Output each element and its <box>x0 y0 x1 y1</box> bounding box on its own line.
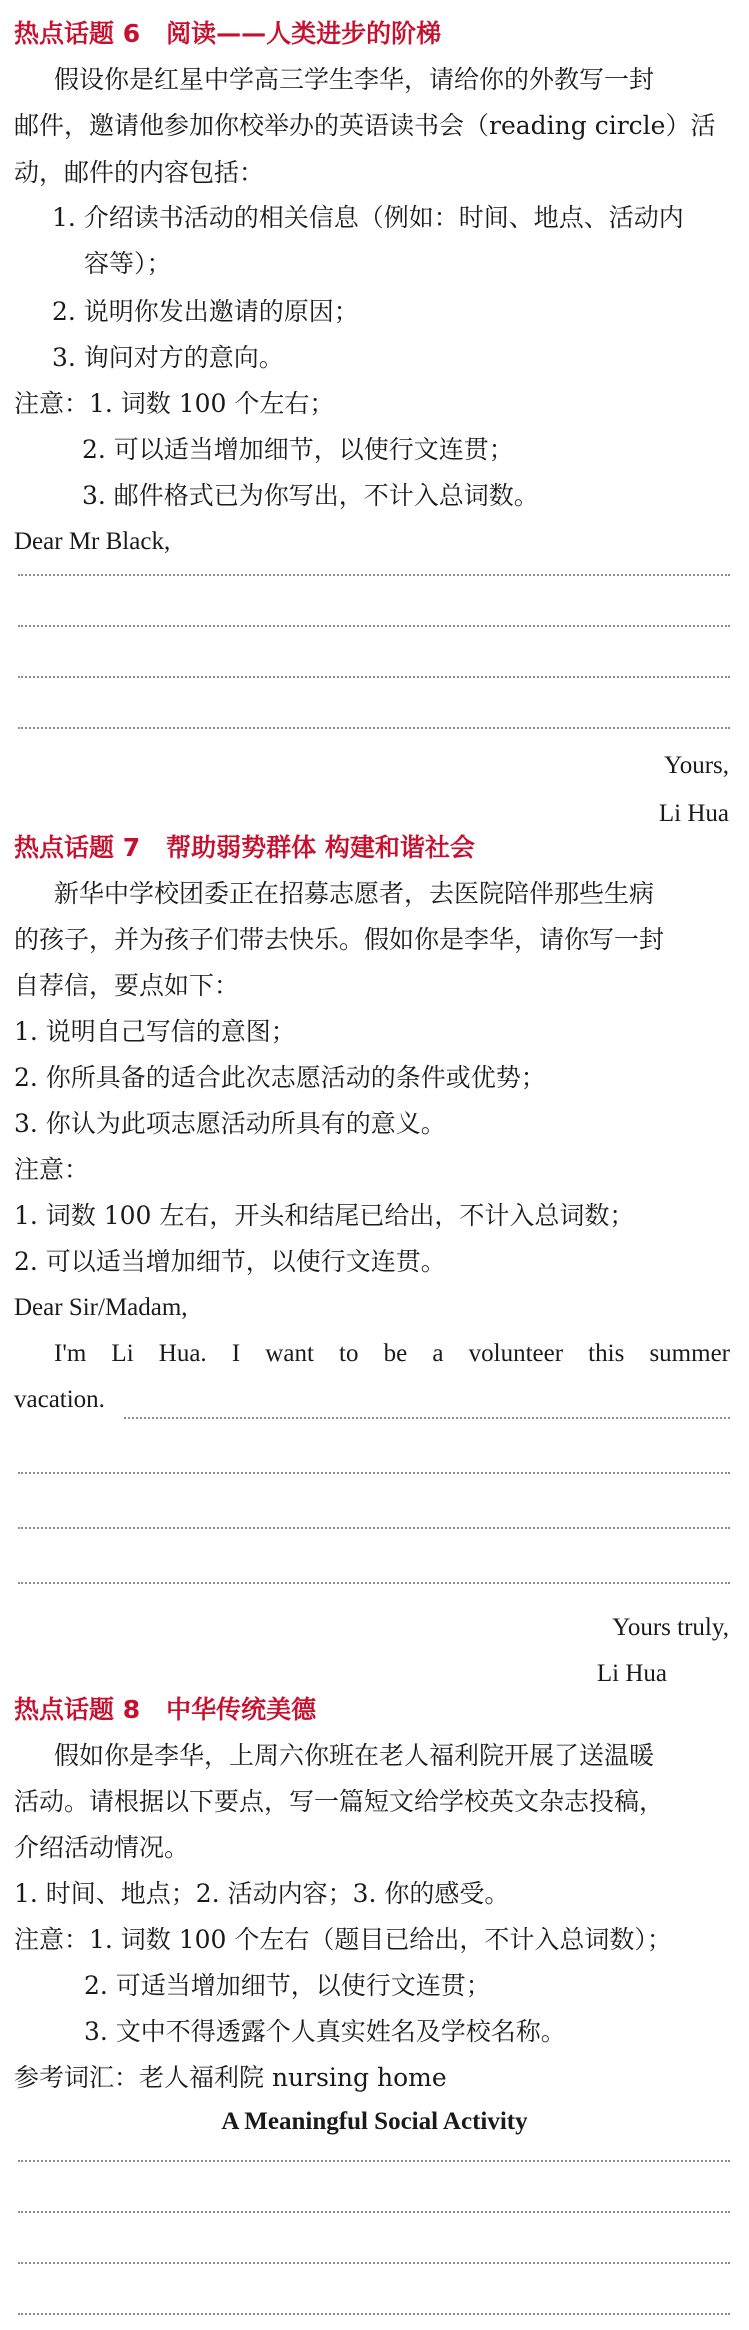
answer-line <box>18 1582 730 1584</box>
topic6-note2: 2. 可以适当增加细节，以使行文连贯； <box>82 435 514 464</box>
answer-line <box>18 2160 730 2162</box>
topic7-point2: 2. 你所具备的适合此次志愿活动的条件或优势； <box>14 1063 546 1092</box>
topic8-note1: 注意：1. 词数 100 个左右（题目已给出，不计入总词数）； <box>14 1925 672 1954</box>
topic6-number: 热点话题 6 <box>14 19 141 48</box>
topic7-note-label: 注意： <box>14 1155 90 1184</box>
topic8-vocab: 参考词汇：老人福利院 nursing home <box>14 2063 447 2092</box>
answer-line <box>18 2262 730 2264</box>
topic8-intro-line2: 活动。请根据以下要点，写一篇短文给学校英文杂志投稿， <box>14 1787 665 1816</box>
topic6-salutation: Dear Mr Black, <box>14 528 171 555</box>
topic7-intro-line1: 新华中学校团委正在招募志愿者，去医院陪伴那些生病 <box>54 879 655 908</box>
topic6-note3: 3. 邮件格式已为你写出，不计入总词数。 <box>82 481 539 510</box>
answer-line <box>18 2313 730 2315</box>
topic6-point1-line2: 容等）； <box>84 249 172 278</box>
topic6-point3: 3. 询问对方的意向。 <box>52 343 284 372</box>
topic7-title: 帮助弱势群体 构建和谐社会 <box>166 833 475 862</box>
answer-line <box>18 625 730 627</box>
topic7-closing: Yours truly, <box>612 1614 729 1641</box>
topic6-closing: Yours, <box>664 752 729 779</box>
topic8-essay-title: A Meaningful Social Activity <box>221 2108 528 2135</box>
topic7-signature: Li Hua <box>596 1660 667 1687</box>
answer-line <box>18 727 730 729</box>
topic7-note1: 1. 词数 100 左右，开头和结尾已给出，不计入总词数； <box>14 1201 635 1230</box>
topic7-intro-line2: 的孩子，并为孩子们带去快乐。假如你是李华，请你写一封 <box>14 925 665 954</box>
topic7-salutation: Dear Sir/Madam, <box>14 1294 188 1321</box>
answer-line <box>18 1472 730 1474</box>
topic6-title: 阅读——人类进步的阶梯 <box>166 19 442 48</box>
topic7-note2: 2. 可以适当增加细节，以使行文连贯。 <box>14 1247 446 1276</box>
answer-line <box>18 2211 730 2213</box>
topic7-header <box>14 824 475 871</box>
topic6-point1-line1: 1. 介绍读书活动的相关信息（例如：时间、地点、活动内 <box>52 203 684 232</box>
answer-line <box>124 1417 730 1419</box>
topic7-point3: 3. 你认为此项志愿活动所具有的意义。 <box>14 1109 446 1138</box>
topic8-intro-line1: 假如你是李华，上周六你班在老人福利院开展了送温暖 <box>54 1741 655 1770</box>
topic8-points: 1. 时间、地点；2. 活动内容；3. 你的感受。 <box>14 1879 510 1908</box>
topic6-point2: 2. 说明你发出邀请的原因； <box>52 297 359 326</box>
topic6-header <box>14 10 441 57</box>
topic7-number: 热点话题 7 <box>14 833 141 862</box>
topic7-point1: 1. 说明自己写信的意图； <box>14 1017 296 1046</box>
topic7-opening-line1: I'm Li Hua. I want to be a volunteer this summer <box>54 1340 730 1367</box>
topic7-intro-line3: 自荐信，要点如下： <box>14 971 240 1000</box>
topic8-number: 热点话题 8 <box>14 1695 141 1724</box>
topic8-note2: 2. 可适当增加细节，以使行文连贯； <box>84 1971 491 2000</box>
answer-line <box>18 676 730 678</box>
topic7-opening-line2: vacation. <box>14 1386 105 1413</box>
topic6-intro-line2: 邮件，邀请他参加你校举办的英语读书会（reading circle）活 <box>14 111 716 140</box>
answer-line <box>18 1527 730 1529</box>
topic8-header <box>14 1686 316 1733</box>
topic6-note1: 注意：1. 词数 100 个左右； <box>14 389 335 418</box>
topic8-intro-line3: 介绍活动情况。 <box>14 1833 190 1862</box>
topic8-note3: 3. 文中不得透露个人真实姓名及学校名称。 <box>84 2017 566 2046</box>
topic6-intro-line1: 假设你是红星中学高三学生李华，请给你的外教写一封 <box>54 65 655 94</box>
topic8-title: 中华传统美德 <box>166 1695 317 1724</box>
topic6-intro-line3: 动，邮件的内容包括： <box>14 158 265 187</box>
topic6-signature: Li Hua <box>658 800 729 827</box>
answer-line <box>18 574 730 576</box>
